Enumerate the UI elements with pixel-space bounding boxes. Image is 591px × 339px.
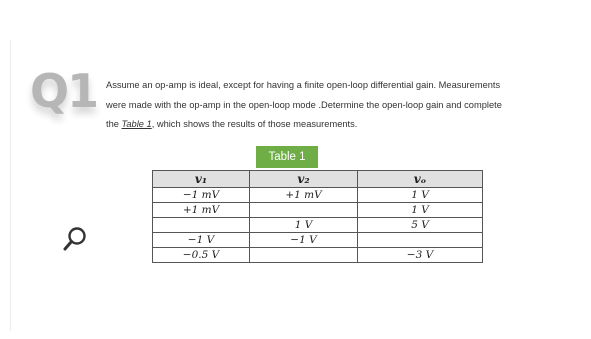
page-divider xyxy=(10,40,11,331)
cell-v1: −1 mV xyxy=(153,188,250,203)
cell-v2: 1 V xyxy=(250,218,358,233)
table-header-row xyxy=(153,171,483,188)
search-icon[interactable] xyxy=(62,226,88,254)
cell-vo: −3 V xyxy=(358,248,483,263)
question-line-3-prefix: the xyxy=(106,119,119,129)
question-line-1: Assume an op-amp is ideal, except for having a finite open-loop differential gain. Measurements xyxy=(106,80,501,90)
table-row xyxy=(153,203,483,218)
cell-v2 xyxy=(250,248,358,263)
cell-v1: −0.5 V xyxy=(153,248,250,263)
cell-vo xyxy=(358,233,483,248)
table-caption: Table 1 xyxy=(256,146,318,168)
cell-v2 xyxy=(250,203,358,218)
question-line-2: were made with the op-amp in the open-loop mode .Determine the open-loop gain and complete xyxy=(106,99,502,110)
table-row xyxy=(153,218,483,233)
measurements-table xyxy=(152,170,483,263)
table-row xyxy=(153,248,483,263)
cell-v1: −1 V xyxy=(153,233,250,248)
header-v1: v₁ xyxy=(153,171,250,188)
table-row xyxy=(153,188,483,203)
question-number-badge: Q1 xyxy=(30,64,98,118)
cell-v2: −1 V xyxy=(250,233,358,248)
question-text xyxy=(106,76,556,135)
cell-vo: 5 V xyxy=(358,218,483,233)
question-line-3-suffix: , which shows the results of those measurements. xyxy=(151,119,358,129)
cell-vo: 1 V xyxy=(358,203,483,218)
table-row xyxy=(153,233,483,248)
cell-v1: +1 mV xyxy=(153,203,250,218)
question-line-3 xyxy=(106,115,556,135)
cell-v2: +1 mV xyxy=(250,188,358,203)
header-v2: v₂ xyxy=(250,171,358,188)
header-vo: vₒ xyxy=(358,171,483,188)
table-reference-link[interactable]: Table 1 xyxy=(121,119,152,129)
cell-v1 xyxy=(153,218,250,233)
cell-vo: 1 V xyxy=(358,188,483,203)
